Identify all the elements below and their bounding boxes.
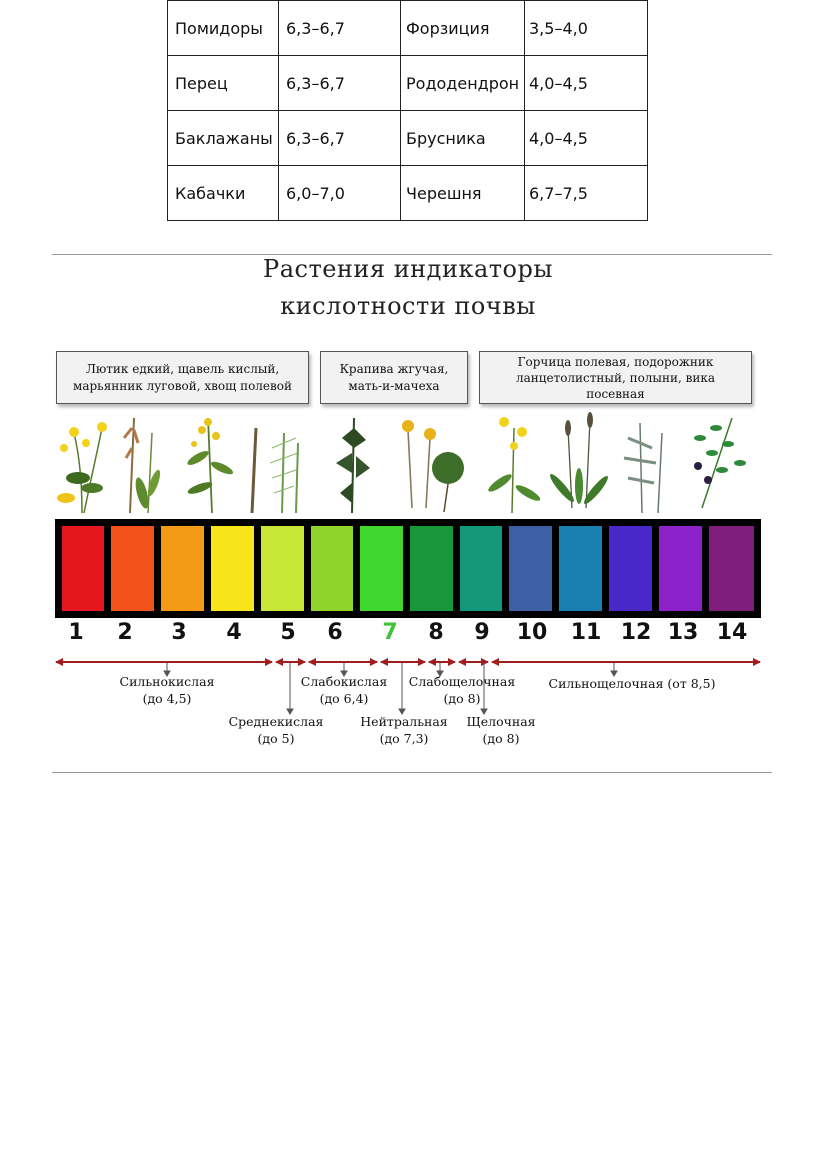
ph-cell: 4,0–4,5 bbox=[525, 111, 648, 166]
ph-number: 6 bbox=[327, 620, 343, 645]
table-row bbox=[168, 56, 648, 111]
ph-swatch-2 bbox=[111, 526, 154, 611]
ph-swatch-5 bbox=[261, 526, 304, 611]
zone-alkaline bbox=[456, 713, 546, 747]
ph-number: 14 bbox=[716, 620, 748, 645]
ph-swatch-14 bbox=[709, 526, 754, 611]
ph-number: 10 bbox=[516, 620, 548, 645]
ph-number: 1 bbox=[68, 620, 84, 645]
ph-number: 11 bbox=[570, 620, 602, 645]
zone-range: (до 8) bbox=[443, 691, 481, 706]
ph-number: 3 bbox=[171, 620, 187, 645]
zone-medium-acidic bbox=[224, 713, 328, 747]
zone-strongly-acidic bbox=[110, 673, 224, 707]
ph-number: 13 bbox=[667, 620, 699, 645]
buttercup-illustration bbox=[57, 422, 107, 513]
ph-table bbox=[167, 0, 648, 221]
plant-cell: Помидоры bbox=[168, 1, 279, 56]
zone-name: Слабощелочная bbox=[408, 674, 516, 689]
ph-swatch-12 bbox=[609, 526, 652, 611]
ph-number: 5 bbox=[280, 620, 296, 645]
vetch-illustration bbox=[694, 418, 746, 508]
box-line: Лютик едкий, щавель кислый, bbox=[85, 361, 280, 376]
ph-swatch-6 bbox=[311, 526, 353, 611]
alkaline-plants-box bbox=[479, 351, 752, 404]
ph-number: 9 bbox=[474, 620, 490, 645]
mustard-illustration bbox=[486, 417, 542, 513]
box-line: посевная bbox=[586, 386, 645, 401]
ph-swatch-4 bbox=[211, 526, 254, 611]
horsetail-illustration bbox=[252, 428, 298, 513]
plant-cell: Рододендрон bbox=[401, 56, 525, 111]
nettle-illustration bbox=[336, 418, 370, 513]
acidic-plants-box bbox=[56, 351, 309, 404]
zone-range: (до 5) bbox=[257, 731, 295, 746]
bottom-divider bbox=[52, 772, 772, 773]
ph-cell: 4,0–4,5 bbox=[525, 56, 648, 111]
plant-cell: Баклажаны bbox=[168, 111, 279, 166]
ph-cell: 6,3–6,7 bbox=[279, 56, 401, 111]
ph-cell: 6,0–7,0 bbox=[279, 166, 401, 221]
plant-cell: Кабачки bbox=[168, 166, 279, 221]
table-row bbox=[168, 111, 648, 166]
ph-swatch-7 bbox=[360, 526, 403, 611]
ph-number-neutral: 7 bbox=[382, 620, 398, 645]
zone-range: (до 7,3) bbox=[379, 731, 429, 746]
zone-slightly-acidic bbox=[294, 673, 394, 707]
plant-cell: Черешня bbox=[401, 166, 525, 221]
box-line: Крапива жгучая, bbox=[339, 361, 449, 376]
zone-range: (до 4,5) bbox=[142, 691, 192, 706]
zone-slightly-alkaline bbox=[404, 673, 520, 707]
ph-swatch-10 bbox=[509, 526, 552, 611]
ph-cell: 6,7–7,5 bbox=[525, 166, 648, 221]
ph-swatch-8 bbox=[410, 526, 453, 611]
ph-number: 2 bbox=[117, 620, 133, 645]
ph-swatch-11 bbox=[559, 526, 602, 611]
table-row bbox=[168, 166, 648, 221]
ph-color-scale bbox=[55, 519, 761, 618]
zone-strongly-alkaline bbox=[540, 675, 724, 692]
plant-cell: Перец bbox=[168, 56, 279, 111]
ph-swatch-3 bbox=[161, 526, 204, 611]
box-line: марьянник луговой, хвощ полевой bbox=[72, 378, 293, 393]
zone-name: Среднекислая bbox=[228, 714, 324, 729]
ph-swatch-1 bbox=[62, 526, 104, 611]
box-line: ланцетолистный, полыни, вика bbox=[515, 370, 716, 385]
plant-cell: Форзиция bbox=[401, 1, 525, 56]
sorrel-illustration bbox=[124, 418, 163, 513]
box-line: мать-и-мачеха bbox=[348, 378, 440, 393]
cow-wheat-illustration bbox=[186, 418, 235, 513]
ph-number: 8 bbox=[428, 620, 444, 645]
ph-cell: 3,5–4,0 bbox=[525, 1, 648, 56]
figure-title-line2: кислотности почвы bbox=[280, 292, 536, 320]
plant-illustrations bbox=[52, 408, 762, 518]
zone-range: (до 6,4) bbox=[319, 691, 369, 706]
ph-number: 4 bbox=[226, 620, 242, 645]
neutral-plants-box bbox=[320, 351, 468, 404]
zone-name: Слабокислая bbox=[300, 674, 388, 689]
box-line: Горчица полевая, подорожник bbox=[517, 354, 714, 369]
ph-cell: 6,3–6,7 bbox=[279, 111, 401, 166]
zone-range: (до 8) bbox=[482, 731, 520, 746]
zone-name: Нейтральная bbox=[360, 714, 448, 729]
zone-name: Щелочная bbox=[466, 714, 536, 729]
zone-name: Сильнощелочная (от 8,5) bbox=[548, 676, 716, 691]
ph-swatch-13 bbox=[659, 526, 702, 611]
table-row bbox=[168, 1, 648, 56]
plant-cell: Брусника bbox=[401, 111, 525, 166]
coltsfoot-illustration bbox=[402, 420, 464, 512]
zone-neutral bbox=[354, 713, 454, 747]
figure-title-line1: Растения индикаторы bbox=[263, 255, 553, 283]
ph-swatch-9 bbox=[460, 526, 502, 611]
wormwood-illustration bbox=[624, 423, 662, 513]
zone-name: Сильнокислая bbox=[119, 674, 215, 689]
plantain-illustration bbox=[547, 412, 610, 508]
ph-number: 12 bbox=[620, 620, 652, 645]
ph-cell: 6,3–6,7 bbox=[279, 1, 401, 56]
